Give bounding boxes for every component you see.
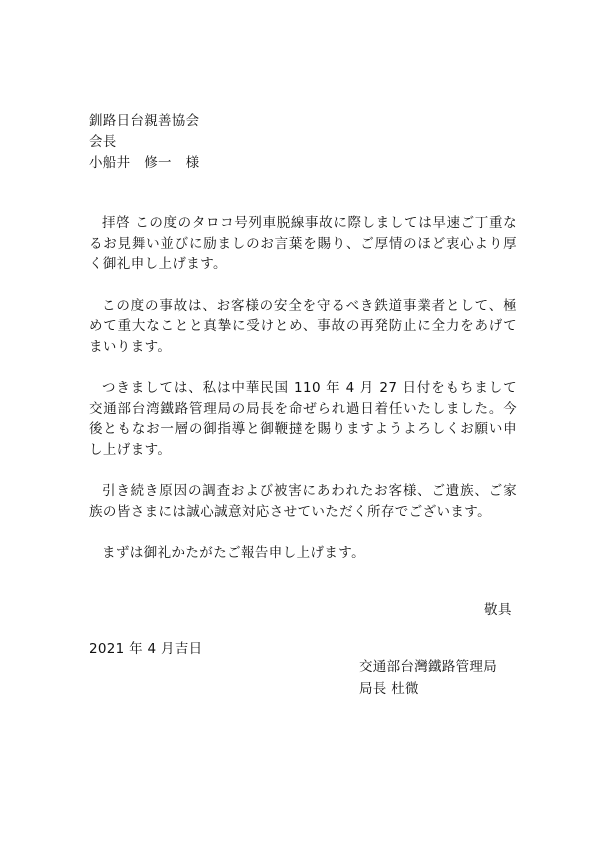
paragraph-investigation: 引き続き原因の調査および被害にあわれたお客様、ご遺族、ご家族の皆さまには誠心誠意対応させていただく所存でございます。 [89, 483, 517, 520]
paragraph-greeting: 拝啓 この度のタロコ号列車脱線事故に際しましては早速ご丁重なるお見舞い並びに励ましのお言葉を賜り、ご厚情のほど衷心より厚く御礼申し上げます。 [89, 215, 517, 272]
recipient-name: 小船井 修一 様 [89, 155, 200, 171]
paragraph-accident: この度の事故は、お客様の安全を守るべき鉄道事業者として、極めて重大なことと真摯に受けとめ、事故の再発防止に全力をあげてまいります。 [89, 297, 517, 355]
recipient-organization: 釧路日台親善協会 [89, 113, 200, 129]
sender-organization: 交通部台灣鐵路管理局 [359, 659, 497, 675]
paragraph-appointment: つきましては、私は中華民国 110 年 4 月 27 日付をもちまして交通部台湾鐵路管理局の局長を命ぜられ過日着任いたしました。今後ともなお一層の御指導と御鞭撻を賜りますようよろしくお願い申し上げます。 [89, 380, 517, 458]
recipient-position: 会長 [89, 134, 117, 150]
letter-date: 2021 年 4 月吉日 [89, 641, 203, 657]
closing-phrase: 敬具 [484, 602, 512, 618]
sender-block [359, 656, 497, 700]
sender-title-name: 局長 杜微 [359, 681, 419, 697]
paragraph-thanks: まずは御礼かたがたご報告申し上げます。 [102, 545, 366, 561]
letter-body [89, 213, 517, 564]
recipient-block [89, 111, 199, 174]
